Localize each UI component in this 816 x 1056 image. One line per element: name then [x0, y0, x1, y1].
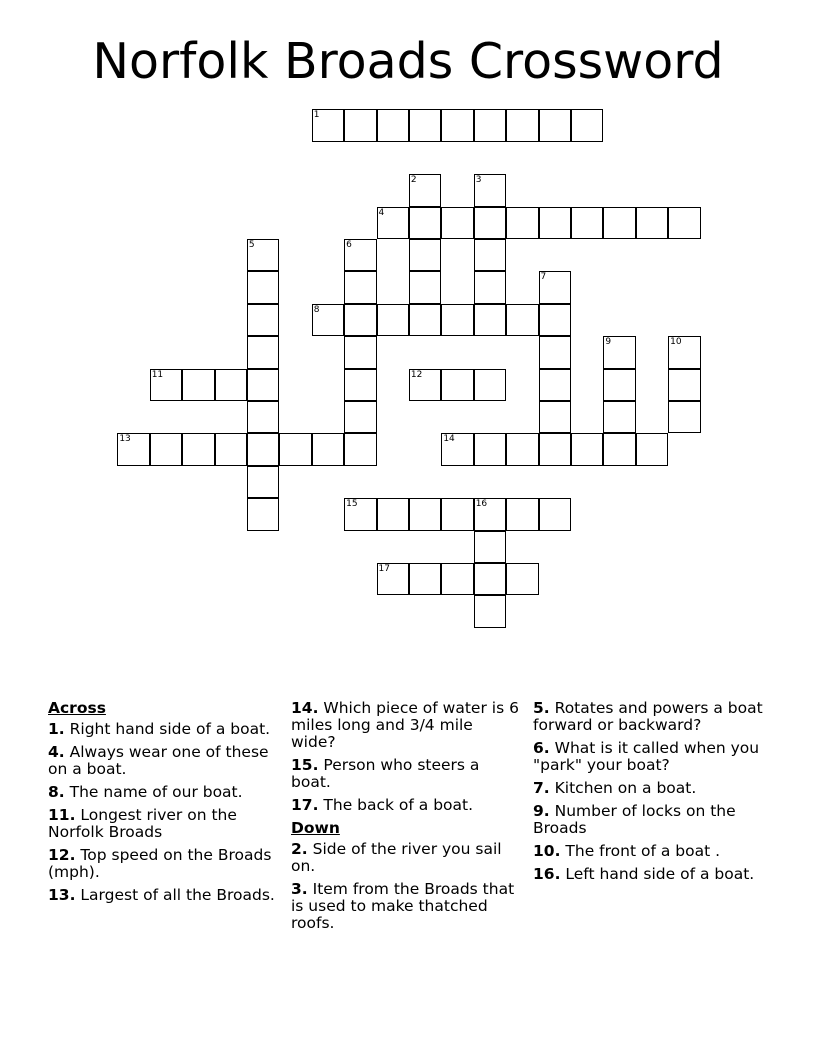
grid-cell[interactable]: [539, 304, 571, 336]
grid-cell[interactable]: [409, 109, 441, 141]
clue-number: 16: [475, 499, 488, 510]
grid-cell[interactable]: [247, 271, 279, 303]
grid-cell[interactable]: [506, 207, 538, 239]
clue-number: 8: [313, 304, 320, 315]
grid-cell[interactable]: [441, 207, 473, 239]
grid-cell[interactable]: [344, 304, 376, 336]
grid-cell[interactable]: [539, 498, 571, 530]
grid-cell[interactable]: [441, 369, 473, 401]
grid-cell[interactable]: [377, 563, 409, 595]
grid-cell[interactable]: [603, 401, 635, 433]
grid-cell[interactable]: [279, 433, 311, 465]
clue-number: 5: [248, 239, 255, 250]
grid-cell[interactable]: [247, 466, 279, 498]
grid-cell[interactable]: [409, 369, 441, 401]
clues-column-1: [48, 700, 284, 910]
clue-down-7: 7. Kitchen on a boat.: [533, 779, 697, 797]
grid-cell[interactable]: [247, 369, 279, 401]
grid-cell[interactable]: [150, 369, 182, 401]
grid-cell[interactable]: [344, 336, 376, 368]
clue-down-16: 16. Left hand side of a boat.: [533, 865, 755, 883]
clue-number: 2: [410, 175, 417, 186]
clue-number: 17: [378, 563, 390, 574]
clue-across-12: 12. Top speed on the Broads (mph).: [48, 846, 272, 881]
grid-cell[interactable]: [668, 369, 700, 401]
clue-across-17: 17. The back of a boat.: [291, 796, 474, 814]
grid-cell[interactable]: [247, 433, 279, 465]
grid-cell[interactable]: [539, 433, 571, 465]
grid-cell[interactable]: [344, 433, 376, 465]
clue-number: 11: [151, 369, 164, 380]
grid-cell[interactable]: [409, 304, 441, 336]
grid-cell[interactable]: [182, 433, 214, 465]
clue-across-13: 13. Largest of all the Broads.: [48, 886, 275, 904]
grid-cell[interactable]: [539, 336, 571, 368]
grid-cell[interactable]: [474, 239, 506, 271]
grid-cell[interactable]: [636, 207, 668, 239]
grid-cell[interactable]: [150, 433, 182, 465]
grid-cell[interactable]: [409, 207, 441, 239]
grid-cell[interactable]: [377, 109, 409, 141]
grid-cell[interactable]: [344, 498, 376, 530]
grid-cell[interactable]: [506, 498, 538, 530]
grid-cell[interactable]: [539, 207, 571, 239]
clue-number: 9: [605, 337, 612, 348]
grid-cell[interactable]: [506, 109, 538, 141]
grid-cell[interactable]: [247, 336, 279, 368]
clue-number: 4: [378, 207, 385, 218]
grid-cell[interactable]: [571, 433, 603, 465]
clue-across-11: 11. Longest river on the Norfolk Broads: [48, 806, 237, 841]
grid-cell[interactable]: [506, 563, 538, 595]
across-heading: Across: [48, 699, 106, 717]
clue-number: 7: [540, 272, 547, 283]
grid-cell[interactable]: [571, 109, 603, 141]
clue-down-3: 3. Item from the Broads that is used to make thatched roofs.: [291, 880, 515, 932]
clue-down-5: 5. Rotates and powers a boat forward or backward?: [533, 699, 763, 734]
grid-cell[interactable]: [603, 207, 635, 239]
grid-cell[interactable]: [474, 271, 506, 303]
grid-cell[interactable]: [474, 595, 506, 627]
clue-across-8: 8. The name of our boat.: [48, 783, 243, 801]
clue-down-2: 2. Side of the river you sail on.: [291, 840, 502, 875]
grid-cell[interactable]: [409, 239, 441, 271]
clues-column-3: [533, 700, 773, 889]
grid-cell[interactable]: [344, 401, 376, 433]
grid-cell[interactable]: [441, 563, 473, 595]
grid-cell[interactable]: [377, 207, 409, 239]
clue-across-15: 15. Person who steers a boat.: [291, 756, 480, 791]
grid-cell[interactable]: [474, 369, 506, 401]
page-title: Norfolk Broads Crossword: [92, 33, 724, 90]
grid-cell[interactable]: [474, 174, 506, 206]
grid-cell[interactable]: [539, 369, 571, 401]
grid-cell[interactable]: [182, 369, 214, 401]
grid-cell[interactable]: [474, 563, 506, 595]
clue-across-4: 4. Always wear one of these on a boat.: [48, 743, 269, 778]
grid-cell[interactable]: [344, 369, 376, 401]
grid-cell[interactable]: [117, 433, 149, 465]
grid-cell[interactable]: [377, 304, 409, 336]
clue-number: 15: [346, 499, 358, 510]
clues-column-2: [291, 700, 521, 938]
grid-cell[interactable]: [668, 401, 700, 433]
grid-cell[interactable]: [344, 239, 376, 271]
grid-cell[interactable]: [441, 304, 473, 336]
grid-cell[interactable]: [312, 109, 344, 141]
grid-cell[interactable]: [312, 304, 344, 336]
grid-cell[interactable]: [571, 207, 603, 239]
clue-down-10: 10. The front of a boat .: [533, 842, 721, 860]
grid-cell[interactable]: [215, 369, 247, 401]
grid-cell[interactable]: [506, 304, 538, 336]
grid-cell[interactable]: [344, 271, 376, 303]
grid-cell[interactable]: [603, 369, 635, 401]
grid-cell[interactable]: [215, 433, 247, 465]
down-heading: Down: [291, 819, 340, 837]
grid-cell[interactable]: [247, 498, 279, 530]
clue-number: 10: [670, 337, 682, 348]
clue-number: 6: [346, 239, 352, 250]
grid-cell[interactable]: [603, 433, 635, 465]
grid-cell[interactable]: [474, 531, 506, 563]
clue-number: 12: [410, 369, 423, 380]
grid-cell[interactable]: [636, 433, 668, 465]
grid-cell[interactable]: [409, 271, 441, 303]
clue-across-1: 1. Right hand side of a boat.: [48, 720, 271, 738]
grid-cell[interactable]: [668, 207, 700, 239]
grid-cell[interactable]: [506, 433, 538, 465]
clue-number: 14: [443, 434, 455, 445]
grid-cell[interactable]: [474, 207, 506, 239]
grid-cell[interactable]: [474, 498, 506, 530]
clue-across-14: 14. Which piece of water is 6 miles long and 3/4 mile wide?: [291, 699, 519, 751]
grid-cell[interactable]: [247, 239, 279, 271]
grid-cell[interactable]: [247, 304, 279, 336]
grid-cell[interactable]: [441, 433, 473, 465]
grid-cell[interactable]: [474, 433, 506, 465]
grid-cell[interactable]: [441, 498, 473, 530]
grid-cell[interactable]: [668, 336, 700, 368]
grid-cell[interactable]: [539, 271, 571, 303]
grid-cell[interactable]: [344, 109, 376, 141]
clue-number: 1: [313, 110, 320, 121]
grid-cell[interactable]: [474, 304, 506, 336]
clue-number: 3: [475, 175, 482, 186]
grid-cell[interactable]: [377, 498, 409, 530]
grid-cell[interactable]: [539, 401, 571, 433]
grid-cell[interactable]: [409, 174, 441, 206]
clue-number: 13: [119, 434, 131, 445]
grid-cell[interactable]: [539, 109, 571, 141]
clue-down-6: 6. What is it called when you "park" your boat?: [533, 739, 760, 774]
grid-cell[interactable]: [247, 401, 279, 433]
grid-cell[interactable]: [409, 498, 441, 530]
grid-cell[interactable]: [474, 109, 506, 141]
clue-down-9: 9. Number of locks on the Broads: [533, 802, 736, 837]
grid-cell[interactable]: [409, 563, 441, 595]
grid-cell[interactable]: [603, 336, 635, 368]
grid-cell[interactable]: [312, 433, 344, 465]
grid-cell[interactable]: [441, 109, 473, 141]
